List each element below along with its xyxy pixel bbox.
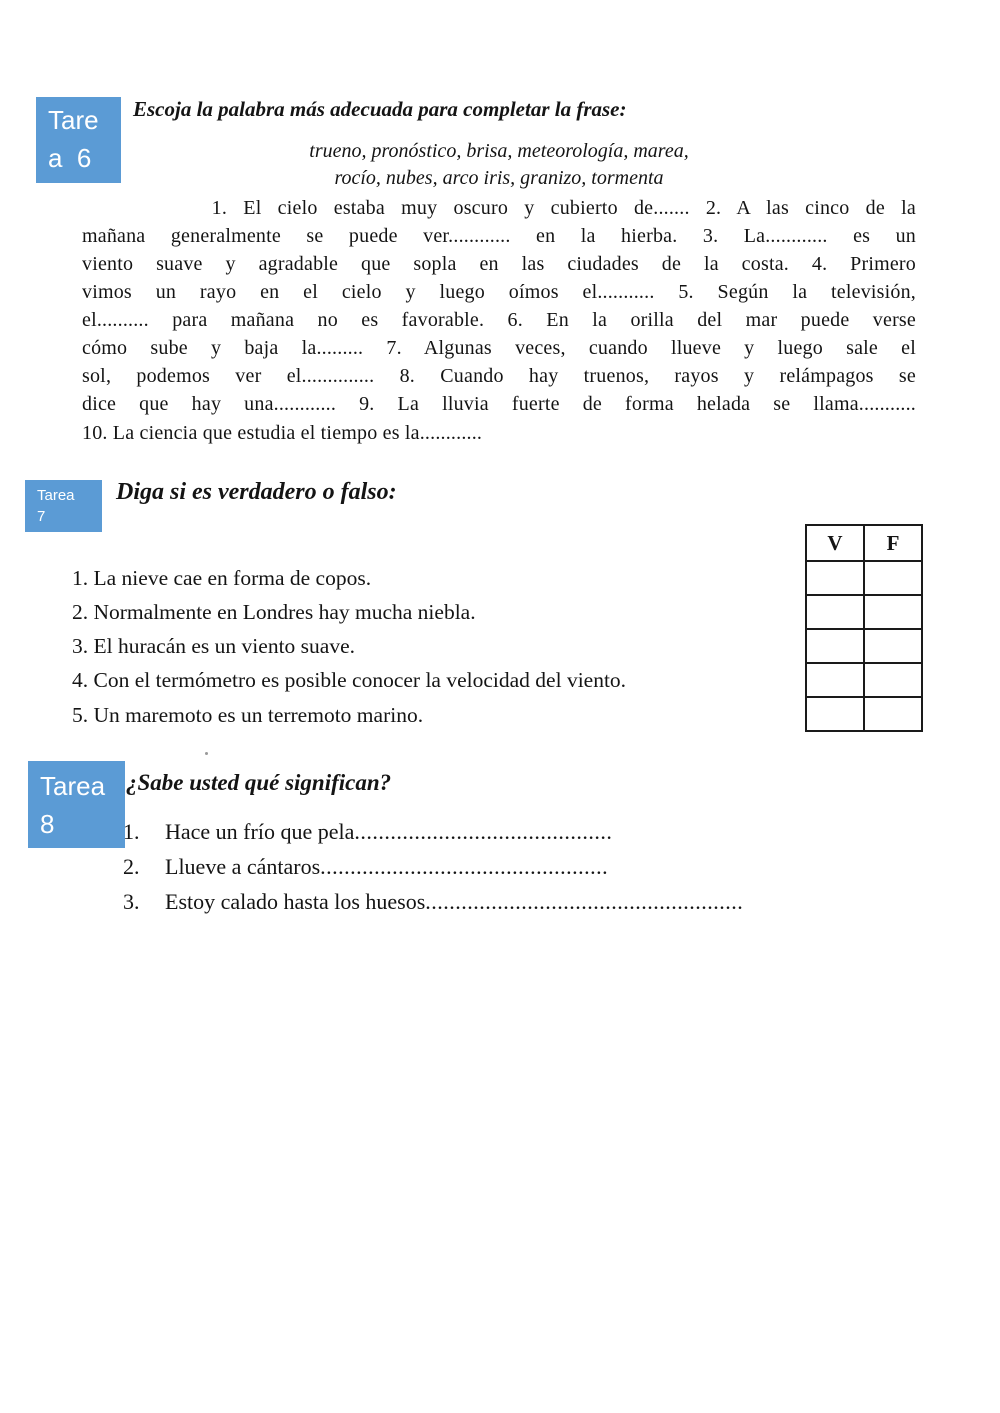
tarea-7-badge-line2: 7 (37, 508, 46, 525)
answer-cell-v-1[interactable] (806, 561, 864, 595)
answer-cell-v-3[interactable] (806, 629, 864, 663)
answer-cell-v-2[interactable] (806, 595, 864, 629)
true-false-table (805, 524, 923, 732)
statement-2: 2. Normalmente en Londres hay mucha niebla. (72, 600, 476, 624)
expression-number: 2. (123, 854, 140, 879)
expression-2 (123, 854, 608, 880)
paragraph-line: 10. La ciencia que estudia el tiempo es la............ (82, 422, 483, 444)
answer-blank[interactable]: ..................................................... (425, 889, 744, 914)
paragraph-line: vimos un rayo en el cielo y luego oímos el........... 5. Según la televisión, (82, 281, 916, 303)
tarea-7-heading: Diga si es verdadero o falso: (116, 479, 397, 505)
tarea-6-badge-line2: a 6 (48, 143, 92, 173)
paragraph-line: dice que hay una............ 9. La lluvia fuerte de forma helada se llama........... (82, 393, 916, 415)
answer-cell-f-5[interactable] (864, 697, 922, 731)
paragraph-line: sol, podemos ver el.............. 8. Cuando hay truenos, rayos y relámpagos se (82, 365, 916, 387)
tarea-6-badge (36, 97, 121, 183)
answer-cell-v-5[interactable] (806, 697, 864, 731)
paragraph-line: 1. El cielo estaba muy oscuro y cubierto de....... 2. A las cinco de la (82, 197, 916, 219)
tarea-8-heading: ¿Sabe usted qué significan? (126, 770, 392, 795)
paragraph-line: viento suave y agradable que sopla en las ciudades de la costa. 4. Primero (82, 253, 916, 275)
word-bank-line-2: rocío, nubes, arco iris, granizo, tormenta (334, 167, 664, 189)
scan-speck (205, 752, 208, 755)
expression-text: Hace un frío que pela (165, 819, 355, 844)
col-header-f: F (864, 525, 922, 561)
expression-number: 3. (123, 889, 140, 914)
expression-text: Llueve a cántaros (165, 854, 321, 879)
tarea-6-heading: Escoja la palabra más adecuada para completar la frase: (133, 97, 627, 121)
expression-3 (123, 889, 743, 915)
expression-number: 1. (123, 819, 140, 844)
answer-cell-f-4[interactable] (864, 663, 922, 697)
paragraph-line: el.......... para mañana no es favorable. 6. En la orilla del mar puede verse (82, 309, 916, 331)
answer-cell-f-3[interactable] (864, 629, 922, 663)
answer-cell-f-2[interactable] (864, 595, 922, 629)
answer-cell-f-1[interactable] (864, 561, 922, 595)
expression-1 (123, 819, 612, 845)
statement-5: 5. Un maremoto es un terremoto marino. (72, 703, 424, 727)
answer-blank[interactable]: ................................................ (320, 854, 609, 879)
col-header-v: V (806, 525, 864, 561)
tarea-7-badge (25, 480, 102, 532)
answer-blank[interactable]: ........................................... (354, 819, 613, 844)
tarea-7-badge-line1: Tarea (37, 487, 75, 504)
statement-1: 1. La nieve cae en forma de copos. (72, 566, 372, 590)
statement-4: 4. Con el termómetro es posible conocer la velocidad del viento. (72, 668, 627, 692)
answer-cell-v-4[interactable] (806, 663, 864, 697)
statement-3: 3. El huracán es un viento suave. (72, 634, 355, 658)
tarea-8-badge (28, 761, 125, 848)
paragraph-line: cómo sube y baja la......... 7. Algunas veces, cuando llueve y luego sale el (82, 337, 916, 359)
tarea-6-badge-line1: Tare (48, 105, 99, 135)
paragraph-line: mañana generalmente se puede ver............ en la hierba. 3. La............ es un (82, 225, 916, 247)
tarea-8-badge-line2: 8 (40, 809, 55, 839)
word-bank-line-1: trueno, pronóstico, brisa, meteorología, marea, (309, 140, 689, 162)
tarea-8-badge-line1: Tarea (40, 771, 106, 801)
expression-text: Estoy calado hasta los huesos (165, 889, 426, 914)
